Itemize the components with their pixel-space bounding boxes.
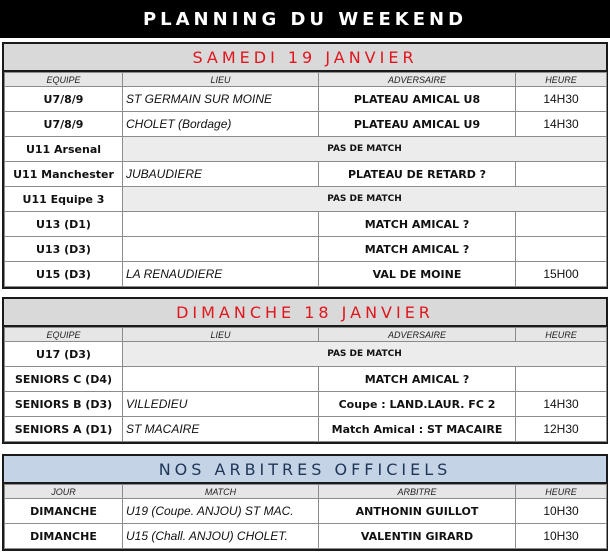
opponent-cell: MATCH AMICAL ? bbox=[319, 367, 516, 392]
table-row bbox=[5, 137, 607, 162]
table-header-row bbox=[5, 328, 607, 342]
team-cell: U11 Equipe 3 bbox=[5, 187, 123, 212]
team-cell: U7/8/9 bbox=[5, 112, 123, 137]
time-cell: 12H30 bbox=[516, 417, 607, 442]
referees-table bbox=[4, 484, 607, 549]
team-cell: U13 (D3) bbox=[5, 237, 123, 262]
table-row bbox=[5, 87, 607, 112]
table-row bbox=[5, 187, 607, 212]
team-cell: SENIORS C (D4) bbox=[5, 367, 123, 392]
time-cell: 14H30 bbox=[516, 112, 607, 137]
table-header-row bbox=[5, 485, 607, 499]
referee-cell: ANTHONIN GUILLOT bbox=[319, 499, 516, 524]
column-header-match: MATCH bbox=[123, 485, 319, 499]
opponent-cell: Coupe : LAND.LAUR. FC 2 bbox=[319, 392, 516, 417]
opponent-cell: PLATEAU AMICAL U8 bbox=[319, 87, 516, 112]
opponent-cell: MATCH AMICAL ? bbox=[319, 237, 516, 262]
day-cell: DIMANCHE bbox=[5, 499, 123, 524]
column-header-adversaire: ADVERSAIRE bbox=[319, 328, 516, 342]
saturday-heading: SAMEDI 19 JANVIER bbox=[4, 44, 606, 72]
no-match-cell: PAS DE MATCH bbox=[123, 187, 607, 212]
column-header-jour: JOUR bbox=[5, 485, 123, 499]
venue-cell: ST GERMAIN SUR MOINE bbox=[123, 87, 319, 112]
table-row bbox=[5, 112, 607, 137]
time-cell bbox=[516, 162, 607, 187]
time-cell: 10H30 bbox=[516, 499, 607, 524]
venue-cell bbox=[123, 237, 319, 262]
saturday-table bbox=[4, 72, 607, 287]
team-cell: U11 Manchester bbox=[5, 162, 123, 187]
team-cell: U11 Arsenal bbox=[5, 137, 123, 162]
team-cell: U7/8/9 bbox=[5, 87, 123, 112]
venue-cell: LA RENAUDIERE bbox=[123, 262, 319, 287]
column-header-equipe: EQUIPE bbox=[5, 73, 123, 87]
team-cell: U15 (D3) bbox=[5, 262, 123, 287]
column-header-heure: HEURE bbox=[516, 328, 607, 342]
table-row bbox=[5, 367, 607, 392]
sunday-schedule bbox=[2, 297, 608, 444]
time-cell bbox=[516, 237, 607, 262]
column-header-heure: HEURE bbox=[516, 485, 607, 499]
venue-cell: VILLEDIEU bbox=[123, 392, 319, 417]
referees-heading: NOS ARBITRES OFFICIELS bbox=[4, 456, 606, 484]
opponent-cell: MATCH AMICAL ? bbox=[319, 212, 516, 237]
venue-cell bbox=[123, 367, 319, 392]
page-title: PLANNING DU WEEKEND bbox=[0, 0, 610, 38]
time-cell: 14H30 bbox=[516, 87, 607, 112]
no-match-cell: PAS DE MATCH bbox=[123, 342, 607, 367]
table-row bbox=[5, 212, 607, 237]
opponent-cell: VAL DE MOINE bbox=[319, 262, 516, 287]
saturday-schedule bbox=[2, 42, 608, 289]
venue-cell bbox=[123, 212, 319, 237]
venue-cell: JUBAUDIERE bbox=[123, 162, 319, 187]
no-match-cell: PAS DE MATCH bbox=[123, 137, 607, 162]
table-row bbox=[5, 499, 607, 524]
day-cell: DIMANCHE bbox=[5, 524, 123, 549]
time-cell bbox=[516, 212, 607, 237]
column-header-equipe: EQUIPE bbox=[5, 328, 123, 342]
time-cell: 10H30 bbox=[516, 524, 607, 549]
table-row bbox=[5, 417, 607, 442]
time-cell bbox=[516, 367, 607, 392]
team-cell: U17 (D3) bbox=[5, 342, 123, 367]
opponent-cell: PLATEAU DE RETARD ? bbox=[319, 162, 516, 187]
team-cell: SENIORS A (D1) bbox=[5, 417, 123, 442]
table-row bbox=[5, 392, 607, 417]
table-row bbox=[5, 342, 607, 367]
column-header-arbitre: ARBITRE bbox=[319, 485, 516, 499]
referees-schedule bbox=[2, 454, 608, 551]
team-cell: SENIORS B (D3) bbox=[5, 392, 123, 417]
time-cell: 15H00 bbox=[516, 262, 607, 287]
match-cell: U15 (Chall. ANJOU) CHOLET. bbox=[123, 524, 319, 549]
sunday-table bbox=[4, 327, 607, 442]
table-row bbox=[5, 262, 607, 287]
table-row bbox=[5, 162, 607, 187]
referee-cell: VALENTIN GIRARD bbox=[319, 524, 516, 549]
table-header-row bbox=[5, 73, 607, 87]
column-header-adversaire: ADVERSAIRE bbox=[319, 73, 516, 87]
table-row bbox=[5, 524, 607, 549]
team-cell: U13 (D1) bbox=[5, 212, 123, 237]
column-header-heure: HEURE bbox=[516, 73, 607, 87]
table-row bbox=[5, 237, 607, 262]
opponent-cell: Match Amical : ST MACAIRE bbox=[319, 417, 516, 442]
sunday-heading: DIMANCHE 18 JANVIER bbox=[4, 299, 606, 327]
venue-cell: CHOLET (Bordage) bbox=[123, 112, 319, 137]
venue-cell: ST MACAIRE bbox=[123, 417, 319, 442]
column-header-lieu: LIEU bbox=[123, 328, 319, 342]
column-header-lieu: LIEU bbox=[123, 73, 319, 87]
opponent-cell: PLATEAU AMICAL U9 bbox=[319, 112, 516, 137]
match-cell: U19 (Coupe. ANJOU) ST MAC. bbox=[123, 499, 319, 524]
time-cell: 14H30 bbox=[516, 392, 607, 417]
